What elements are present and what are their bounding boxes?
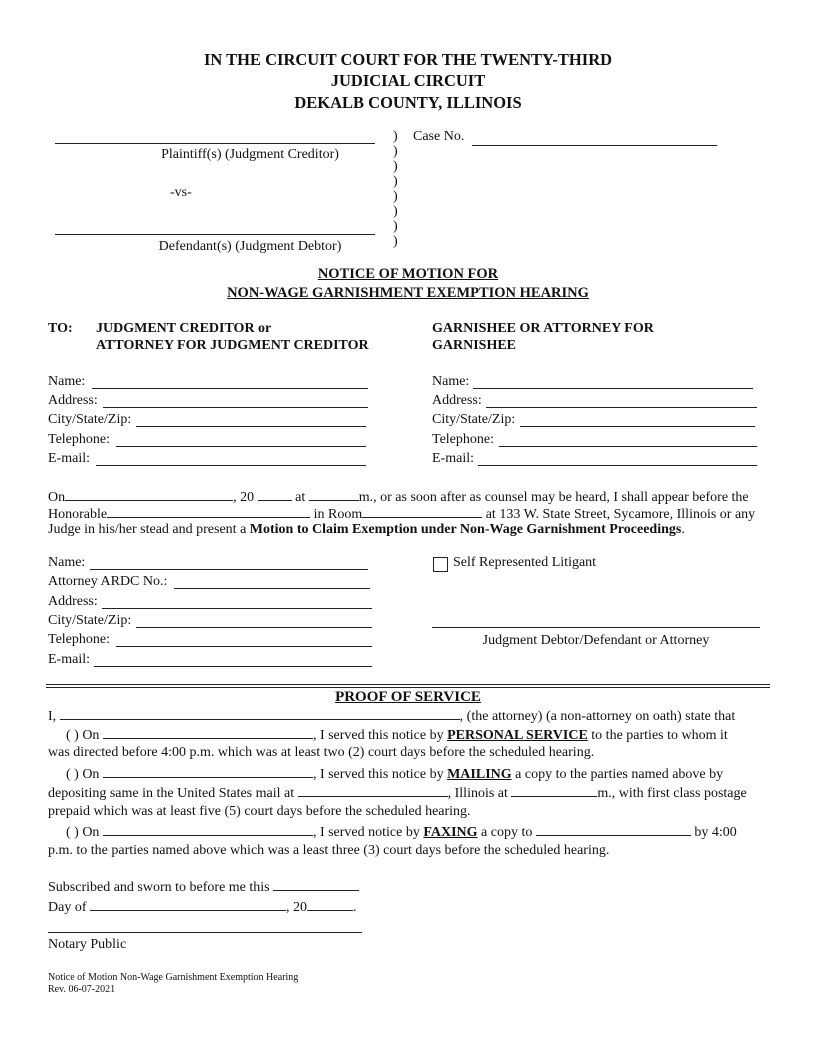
court-heading-line1: IN THE CIRCUIT COURT FOR THE TWENTY-THIRD bbox=[203, 50, 613, 69]
in-room-label: in Room bbox=[313, 507, 363, 522]
notice-line1 bbox=[48, 488, 749, 506]
garnishee-city-label: City/State/Zip: bbox=[432, 412, 516, 427]
garnishee-city-field[interactable] bbox=[520, 426, 755, 427]
caption-paren: ) bbox=[393, 219, 398, 234]
section-divider bbox=[46, 684, 770, 685]
plaintiff-line[interactable] bbox=[55, 143, 375, 144]
caption-paren: ) bbox=[393, 174, 398, 189]
notice-line3-end: . bbox=[681, 522, 685, 537]
hearing-time-field[interactable] bbox=[309, 488, 359, 501]
state-that-text: , (the attorney) (a non-attorney on oath) state that bbox=[459, 709, 736, 724]
subscribed-day-field[interactable] bbox=[273, 878, 359, 891]
caption-paren: ) bbox=[393, 129, 398, 144]
caption-paren: ) bbox=[393, 144, 398, 159]
courthouse-address: at 133 W. State Street, Sycamore, Illinois or any bbox=[485, 507, 756, 522]
caption-paren: ) bbox=[393, 189, 398, 204]
judge-name-field[interactable] bbox=[107, 505, 310, 518]
faxing-date-field[interactable] bbox=[103, 823, 313, 836]
creditor-telephone-label: Telephone: bbox=[48, 432, 110, 447]
mailing-line3: prepaid which was at least five (5) court days before the scheduled hearing. bbox=[48, 804, 471, 819]
hearing-year-field[interactable] bbox=[258, 488, 292, 501]
garnishee-name-field[interactable] bbox=[473, 388, 753, 389]
garnishee-address-field[interactable] bbox=[486, 407, 757, 408]
proof-intro bbox=[48, 707, 735, 725]
hearing-date-field[interactable] bbox=[65, 488, 233, 501]
mailing-city-field[interactable] bbox=[298, 784, 448, 797]
p2-end: a copy to the parties named above by bbox=[511, 767, 724, 782]
notary-year-prefix: , 20 bbox=[286, 900, 307, 915]
creditor-city-field[interactable] bbox=[136, 426, 366, 427]
notary-public-label: Notary Public bbox=[48, 937, 127, 952]
p3-mid: , I served notice by bbox=[312, 825, 424, 840]
vs-label: -vs- bbox=[170, 185, 192, 200]
day-of-line bbox=[48, 898, 357, 916]
self-represented-label: Self Represented Litigant bbox=[453, 555, 597, 570]
movant-address-label: Address: bbox=[48, 594, 98, 609]
creditor-heading-line1: JUDGMENT CREDITOR or bbox=[96, 321, 272, 336]
garnishee-heading-line2: GARNISHEE bbox=[432, 338, 517, 353]
notice-title-line2: NON-WAGE GARNISHMENT EXEMPTION HEARING bbox=[227, 285, 589, 301]
defendant-line[interactable] bbox=[55, 234, 375, 235]
p1-end: to the parties to whom it bbox=[587, 728, 728, 743]
movant-telephone-label: Telephone: bbox=[48, 632, 110, 647]
court-heading-line3: DEKALB COUNTY, ILLINOIS bbox=[294, 93, 522, 112]
faxing-line1 bbox=[66, 823, 737, 841]
i-label: I, bbox=[48, 709, 57, 724]
mailing-date-field[interactable] bbox=[103, 765, 313, 778]
p1-mid: , I served this notice by bbox=[312, 728, 448, 743]
personal-service-line1 bbox=[66, 726, 728, 744]
year-prefix: , 20 bbox=[233, 490, 255, 505]
personal-service-option[interactable]: ( ) On bbox=[66, 728, 100, 743]
notary-period: . bbox=[353, 900, 357, 915]
movant-city-label: City/State/Zip: bbox=[48, 613, 132, 628]
to-label: TO: bbox=[48, 321, 73, 336]
p3-end: a copy to bbox=[477, 825, 533, 840]
day-of-label: Day of bbox=[48, 900, 87, 915]
garnishee-telephone-field[interactable] bbox=[499, 446, 757, 447]
case-no-field[interactable] bbox=[472, 145, 717, 146]
court-heading-line2: JUDICIAL CIRCUIT bbox=[330, 71, 486, 90]
personal-service-method: PERSONAL SERVICE bbox=[447, 728, 588, 743]
time-rest-text: m., or as soon after as counsel may be heard, I shall appear before the bbox=[358, 490, 749, 505]
personal-service-line2: was directed before 4:00 p.m. which was at least two (2) court days before the scheduled hearing. bbox=[48, 745, 595, 760]
case-no-label: Case No. bbox=[413, 129, 465, 144]
creditor-address-field[interactable] bbox=[103, 407, 368, 408]
footer-revision: Rev. 06-07-2021 bbox=[48, 984, 116, 995]
creditor-email-field[interactable] bbox=[96, 465, 366, 466]
faxing-option[interactable]: ( ) On bbox=[66, 825, 100, 840]
caption-paren: ) bbox=[393, 234, 398, 249]
garnishee-address-label: Address: bbox=[432, 393, 482, 408]
movant-address-field[interactable] bbox=[102, 608, 372, 609]
proof-of-service-title: PROOF OF SERVICE bbox=[335, 689, 481, 705]
movant-ardc-label: Attorney ARDC No.: bbox=[48, 574, 168, 589]
movant-email-label: E-mail: bbox=[48, 652, 90, 667]
motion-name: Motion to Claim Exemption under Non-Wage Garnishment Proceedings bbox=[249, 522, 682, 537]
garnishee-telephone-label: Telephone: bbox=[432, 432, 494, 447]
personal-service-date-field[interactable] bbox=[103, 726, 313, 739]
room-number-field[interactable] bbox=[362, 505, 482, 518]
movant-ardc-field[interactable] bbox=[174, 588, 370, 589]
caption-paren: ) bbox=[393, 159, 398, 174]
creditor-name-field[interactable] bbox=[92, 388, 368, 389]
at-label: at bbox=[295, 490, 306, 505]
self-represented-checkbox[interactable] bbox=[433, 557, 448, 572]
p2-line2b: , Illinois at bbox=[447, 786, 508, 801]
mailing-line2 bbox=[48, 784, 747, 802]
notary-signature-line[interactable] bbox=[48, 932, 362, 933]
p2-mid: , I served this notice by bbox=[312, 767, 448, 782]
section-divider bbox=[46, 687, 770, 688]
notice-line3-start: Judge in his/her stead and present a bbox=[48, 522, 250, 537]
mailing-option[interactable]: ( ) On bbox=[66, 767, 100, 782]
caption-paren: ) bbox=[393, 204, 398, 219]
creditor-city-label: City/State/Zip: bbox=[48, 412, 132, 427]
on-label: On bbox=[48, 490, 66, 505]
movant-name-field[interactable] bbox=[90, 569, 368, 570]
creditor-email-label: E-mail: bbox=[48, 451, 90, 466]
mailing-time-field[interactable] bbox=[511, 784, 597, 797]
notice-line2 bbox=[48, 505, 755, 523]
subscribed-label: Subscribed and sworn to before me this bbox=[48, 880, 270, 895]
movant-city-field[interactable] bbox=[136, 627, 372, 628]
creditor-address-label: Address: bbox=[48, 393, 98, 408]
debtor-signature-line[interactable] bbox=[432, 627, 760, 628]
faxing-line2: p.m. to the parties named above which was a least three (3) court days before the scheduled hearing. bbox=[48, 843, 610, 858]
garnishee-name-label: Name: bbox=[432, 374, 470, 389]
movant-telephone-field[interactable] bbox=[116, 646, 372, 647]
fax-number-field[interactable] bbox=[536, 823, 691, 836]
subscribed-line bbox=[48, 878, 359, 896]
mailing-line1 bbox=[66, 765, 723, 783]
creditor-heading-line2: ATTORNEY FOR JUDGMENT CREDITOR bbox=[96, 338, 369, 353]
notary-year-field[interactable] bbox=[307, 898, 353, 911]
garnishee-heading-line1: GARNISHEE OR ATTORNEY FOR bbox=[432, 321, 654, 336]
footer-form-name: Notice of Motion Non-Wage Garnishment Exemption Hearing bbox=[48, 972, 299, 983]
p2-line2c: m., with first class postage bbox=[597, 786, 747, 801]
faxing-method: FAXING bbox=[423, 825, 478, 840]
movant-name-label: Name: bbox=[48, 555, 86, 570]
creditor-name-label: Name: bbox=[48, 374, 86, 389]
movant-email-field[interactable] bbox=[94, 666, 372, 667]
server-name-field[interactable] bbox=[60, 707, 460, 720]
garnishee-email-label: E-mail: bbox=[432, 451, 474, 466]
p3-by: by 4:00 bbox=[694, 825, 737, 840]
defendant-label: Defendant(s) (Judgment Debtor) bbox=[158, 239, 342, 254]
debtor-signature-label: Judgment Debtor/Defendant or Attorney bbox=[482, 633, 710, 648]
creditor-telephone-field[interactable] bbox=[116, 446, 366, 447]
notice-title-line1: NOTICE OF MOTION FOR bbox=[317, 266, 499, 282]
p2-line2a: depositing same in the United States mail at bbox=[48, 786, 295, 801]
notice-line3 bbox=[48, 522, 685, 538]
honorable-label: Honorable bbox=[48, 507, 108, 522]
garnishee-email-field[interactable] bbox=[478, 465, 757, 466]
mailing-method: MAILING bbox=[447, 767, 512, 782]
month-field[interactable] bbox=[90, 898, 286, 911]
plaintiff-label: Plaintiff(s) (Judgment Creditor) bbox=[161, 147, 339, 162]
